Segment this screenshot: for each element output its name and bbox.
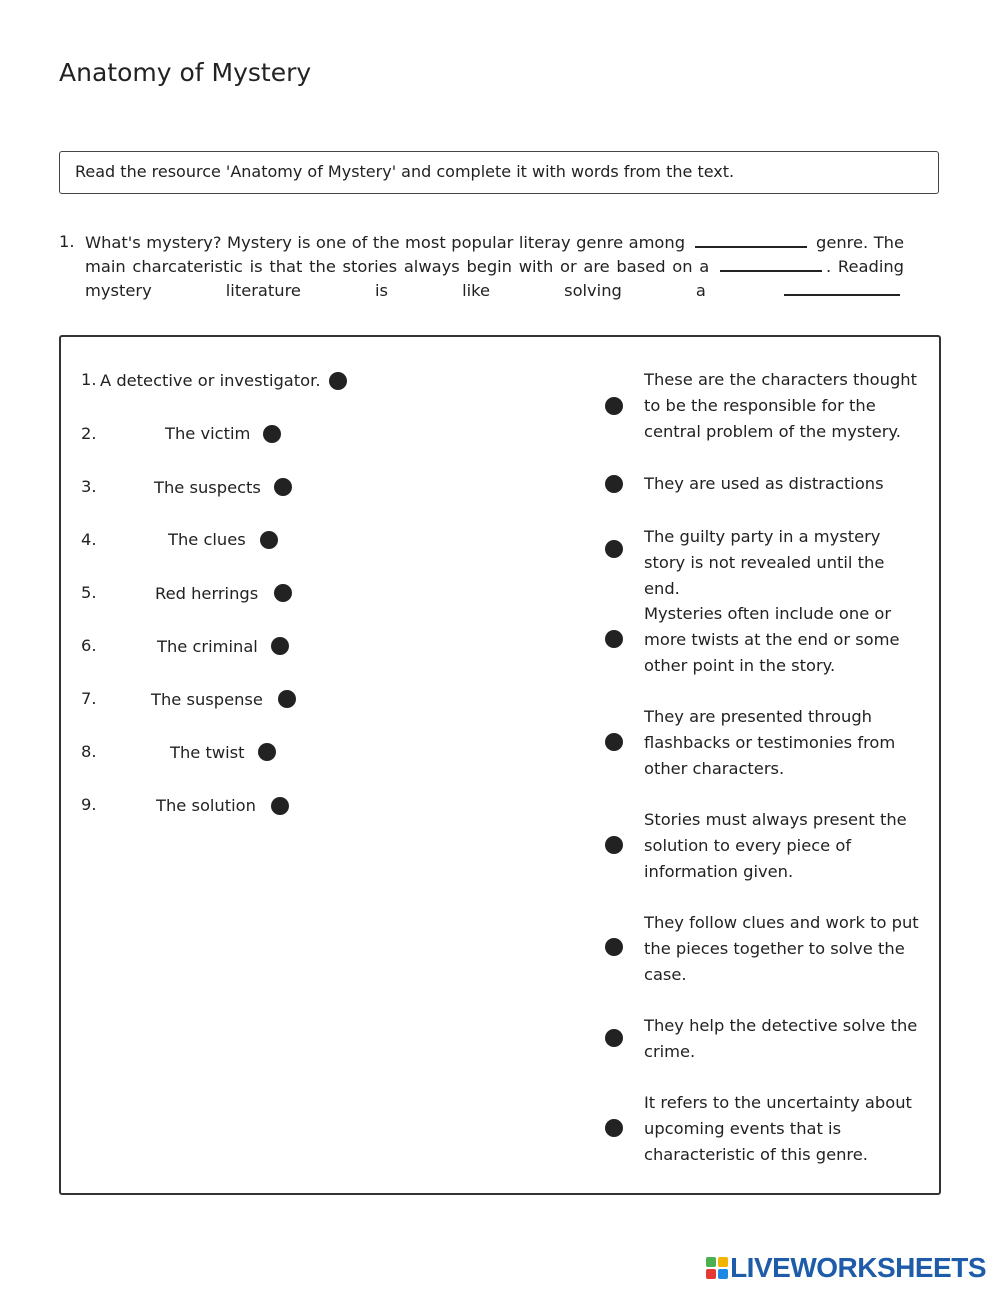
match-dot-term-4[interactable] bbox=[260, 531, 278, 549]
term-text: The clues bbox=[168, 530, 246, 549]
liveworksheets-logo-icon bbox=[706, 1257, 728, 1279]
match-definition: It refers to the uncertainty about upcoming events that is characteristic of this genre. bbox=[644, 1093, 912, 1164]
match-definition: These are the characters thought to be the responsible for the central problem of the mystery. bbox=[644, 370, 917, 441]
question-number: 1. bbox=[59, 232, 75, 251]
term-number: 3. bbox=[81, 477, 97, 496]
term-number: 9. bbox=[81, 795, 97, 814]
match-dot-term-5[interactable] bbox=[274, 584, 292, 602]
question-1-part-3: . Reading mystery literature is like solving a bbox=[85, 257, 905, 300]
instruction-text: Read the resource 'Anatomy of Mystery' and complete it with words from the text. bbox=[75, 162, 735, 181]
match-dot-def-7[interactable] bbox=[605, 938, 623, 956]
match-dot-def-9[interactable] bbox=[605, 1119, 623, 1137]
term-number: 1. bbox=[81, 370, 97, 389]
page-title: Anatomy of Mystery bbox=[59, 58, 312, 87]
match-definition: They are used as distractions bbox=[644, 474, 884, 493]
brand-name: LIVEWORKSHEETS bbox=[730, 1252, 986, 1283]
match-definition: They follow clues and work to put the pieces together to solve the case. bbox=[644, 913, 919, 984]
match-dot-term-3[interactable] bbox=[274, 478, 292, 496]
term-text: The suspects bbox=[154, 478, 261, 497]
match-dot-def-2[interactable] bbox=[605, 475, 623, 493]
term-text: A detective or investigator. bbox=[100, 371, 321, 390]
term-number: 2. bbox=[81, 424, 97, 443]
match-definition: They help the detective solve the crime. bbox=[644, 1016, 918, 1061]
match-definition: They are presented through flashbacks or testimonies from other characters. bbox=[644, 707, 896, 778]
term-text: The suspense bbox=[151, 690, 263, 709]
term-number: 7. bbox=[81, 689, 97, 708]
question-1-body bbox=[85, 230, 904, 302]
match-dot-def-6[interactable] bbox=[605, 836, 623, 854]
liveworksheets-brand bbox=[706, 1252, 986, 1284]
match-dot-def-8[interactable] bbox=[605, 1029, 623, 1047]
question-1 bbox=[59, 230, 904, 302]
match-definition: The guilty party in a mystery story is not revealed until the end. bbox=[644, 527, 885, 598]
term-number: 6. bbox=[81, 636, 97, 655]
term-number: 5. bbox=[81, 583, 97, 602]
question-1-part-1: What's mystery? Mystery is one of the most popular literay genre among bbox=[85, 233, 686, 252]
term-number: 4. bbox=[81, 530, 97, 549]
answer-blank-1[interactable] bbox=[695, 230, 807, 248]
instruction-box bbox=[59, 151, 939, 194]
match-dot-def-3[interactable] bbox=[605, 540, 623, 558]
match-dot-term-6[interactable] bbox=[271, 637, 289, 655]
match-dot-def-4[interactable] bbox=[605, 630, 623, 648]
match-dot-term-2[interactable] bbox=[263, 425, 281, 443]
match-dot-term-9[interactable] bbox=[271, 797, 289, 815]
term-text: Red herrings bbox=[155, 584, 259, 603]
term-text: The victim bbox=[165, 424, 251, 443]
term-text: The criminal bbox=[157, 637, 258, 656]
match-dot-term-1[interactable] bbox=[329, 372, 347, 390]
term-number: 8. bbox=[81, 742, 97, 761]
match-definition: Mysteries often include one or more twists at the end or some other point in the story. bbox=[644, 604, 900, 675]
match-definition: Stories must always present the solution to every piece of information given. bbox=[644, 810, 907, 881]
match-dot-term-8[interactable] bbox=[258, 743, 276, 761]
match-dot-term-7[interactable] bbox=[278, 690, 296, 708]
term-text: The solution bbox=[156, 796, 256, 815]
question-1-part-2: genre. The main charcateristic is that the stories always begin with or are based on a bbox=[85, 233, 904, 276]
match-dot-def-5[interactable] bbox=[605, 733, 623, 751]
answer-blank-3[interactable] bbox=[784, 278, 900, 296]
term-text: The twist bbox=[170, 743, 245, 762]
answer-blank-2[interactable] bbox=[720, 254, 822, 272]
match-dot-def-1[interactable] bbox=[605, 397, 623, 415]
